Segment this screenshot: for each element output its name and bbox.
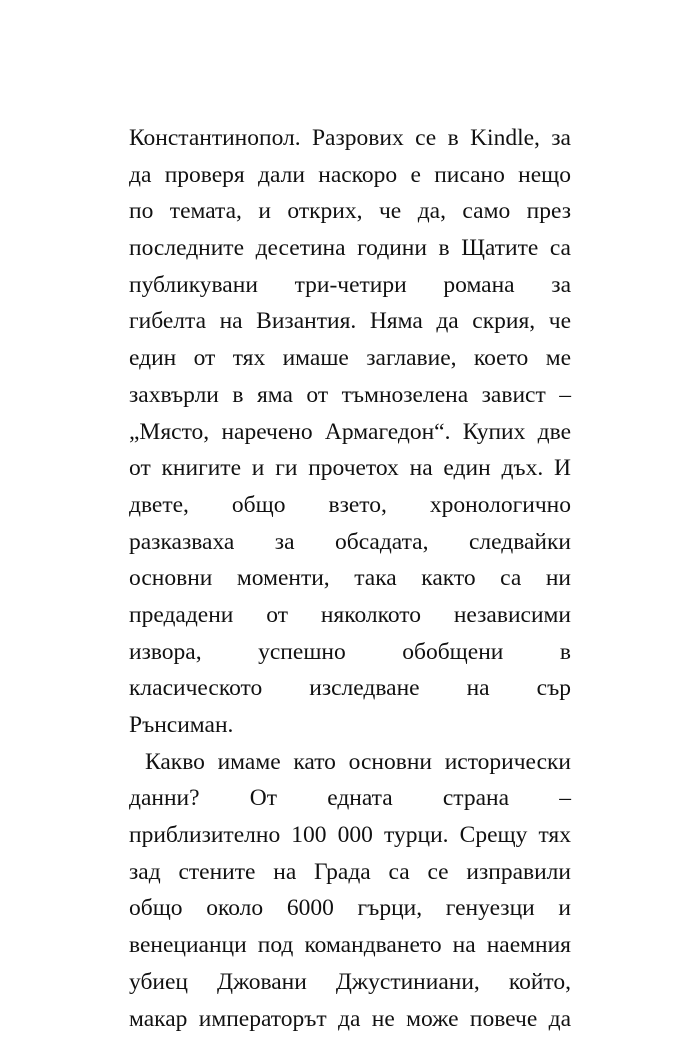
text-line: да проверя дали наскоро е писано нещо [129,157,571,194]
text-line: основни моменти, така както са ни [129,560,571,597]
text-line: класическото изследване на сър [129,670,571,707]
paragraph-1 [129,120,571,744]
text-line: приблизително 100 000 турци. Срещу тях [129,817,571,854]
paragraph-2 [129,744,571,1037]
text-line: от книгите и ги прочетох на един дъх. И [129,450,571,487]
text-line: Какво имаме като основни исторически [129,744,571,781]
text-line: предадени от няколкото независими [129,597,571,634]
text-line: двете, общо взето, хронологично [129,487,571,524]
text-line: захвърли в яма от тъмнозелена завист – [129,377,571,414]
text-line: последните десетина години в Щатите са [129,230,571,267]
text-line: зад стените на Града са се изправили [129,854,571,891]
text-line: по темата, и открих, че да, само през [129,193,571,230]
text-line: един от тях имаше заглавие, което ме [129,340,571,377]
text-line: извора, успешно обобщени в [129,634,571,671]
text-line: разказваха за обсадата, следвайки [129,524,571,561]
page-body-text [129,120,571,1037]
text-line: убиец Джовани Джустиниани, който, [129,964,571,1001]
text-line: данни? От едната страна – [129,780,571,817]
text-line: публикувани три-четири романа за [129,267,571,304]
text-line: общо около 6000 гърци, генуезци и [129,890,571,927]
text-line: „Място, наречено Армагедон“. Купих две [129,414,571,451]
text-line: Рънсиман. [129,707,571,744]
text-line: Константинопол. Разрових се в Kindle, за [129,120,571,157]
text-line: гибелта на Византия. Няма да скрия, че [129,303,571,340]
text-line: макар императорът да не може повече да [129,1001,571,1037]
text-line: венецианци под командването на наемния [129,927,571,964]
